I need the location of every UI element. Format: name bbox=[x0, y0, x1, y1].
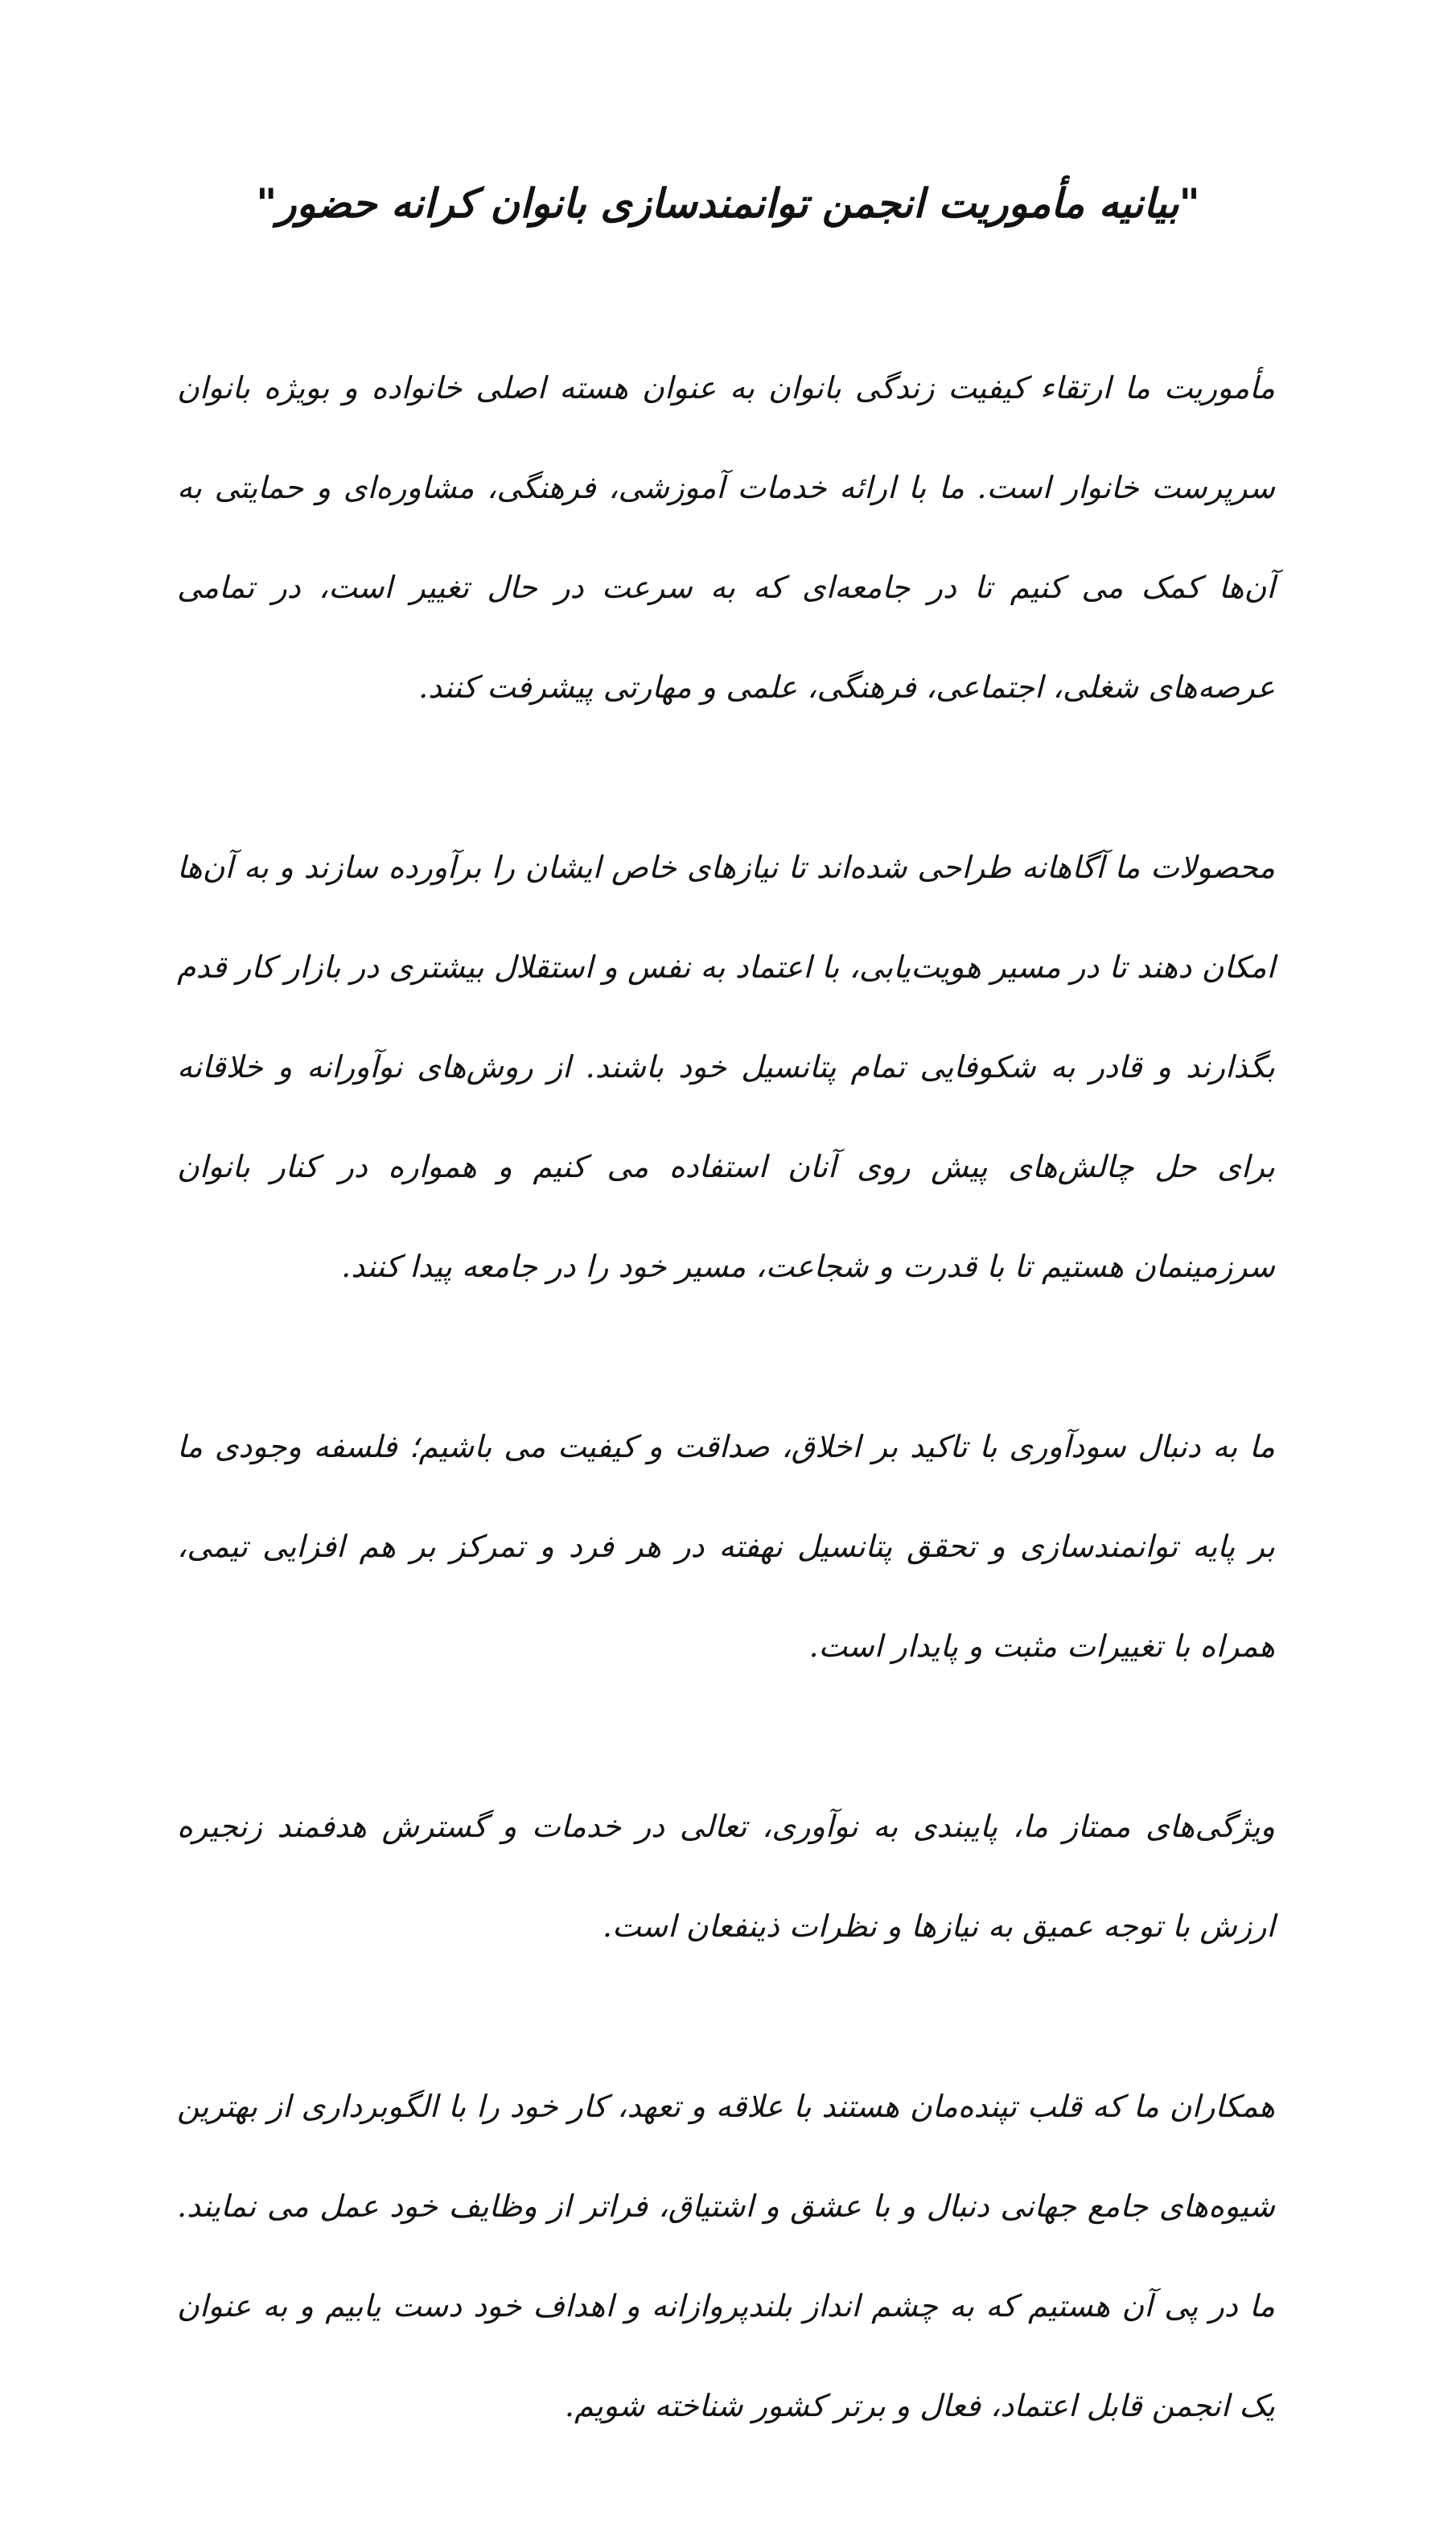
paragraph-philosophy: ما به دنبال سودآوری با تاکید بر اخلاق، صداقت و کیفیت می باشیم؛ فلسفه وجودی ما بر پایه توانمندسازی و تحقق پتانسیل نهفته در هر فرد و تمرکز بر هم افزایی تیمی، همراه با تغییرات مثبت و پایدار است. bbox=[177, 1429, 1275, 1664]
mission-statement-body bbox=[177, 338, 1275, 2536]
mission-statement-title: "بیانیه مأموریت انجمن توانمندسازی بانوان کرانه حضور" bbox=[256, 179, 1200, 227]
paragraph-products: محصولات ما آگاهانه طراحی شده‌اند تا نیازهای خاص ایشان را برآورده سازند و به آن‌ها امکان دهند تا در مسیر هویت‌یابی، با اعتماد به نفس و استقلال بیشتری در بازار کار قدم بگذارند و قادر به شکوفایی تمام پتانسیل خود باشند. از روش‌های نوآورانه و خلاقانه برای حل چالش‌های پیش روی آنان استفاده می کنیم و همواره در کنار بانوان سرزمینمان هستیم تا با قدرت و شجاعت، مسیر خود را در جامعه پیدا کنند. bbox=[177, 850, 1275, 1284]
paragraph-colleagues: همکاران ما که قلب تپنده‌مان هستند با علاقه و تعهد، کار خود را با الگوبرداری از بهترین شیوه‌های جامع جهانی دنبال و با عشق و اشتیاق، فراتر از وظایف خود عمل می نمایند. ما در پی آن هستیم که به چشم انداز بلندپروازانه و اهداف خود دست یابیم و به عنوان یک انجمن قابل اعتماد، فعال و برتر کشور شناخته شویم. bbox=[177, 2089, 1275, 2423]
paragraph-mission: مأموریت ما ارتقاء کیفیت زندگی بانوان به عنوان هسته اصلی خانواده و بویژه بانوان سرپرست خانوار است. ما با ارائه خدمات آموزشی، فرهنگی، مشاوره‌ای و حمایتی به آن‌ها کمک می کنیم تا در جامعه‌ای که به سرعت در حال تغییر است، در تمامی عرصه‌های شغلی، اجتماعی، فرهنگی، علمی و مهارتی پیشرفت کنند. bbox=[177, 370, 1275, 705]
paragraph-features: ویژگی‌های ممتاز ما، پایبندی به نوآوری، تعالی در خدمات و گسترش هدفمند زنجیره ارزش با توجه عمیق به نیازها و نظرات ذینفعان است. bbox=[177, 1809, 1275, 1944]
